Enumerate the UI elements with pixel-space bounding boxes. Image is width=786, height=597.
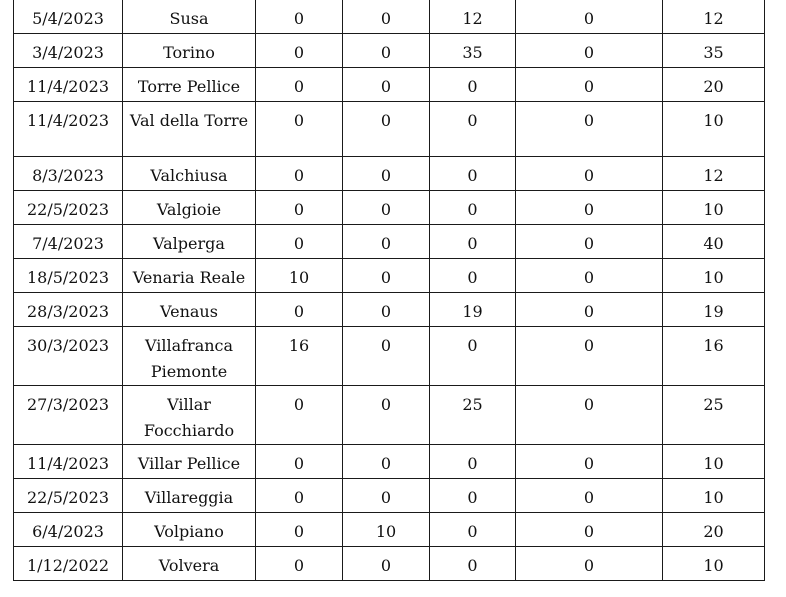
table-row [14, 293, 765, 327]
municipality-cell: Venaria Reale [123, 259, 256, 293]
value-cell-2: 0 [343, 68, 430, 102]
total-cell: 20 [663, 513, 765, 547]
municipality-cell: Valchiusa [123, 157, 256, 191]
value-cell-2: 10 [343, 513, 430, 547]
value-cell-1: 0 [256, 386, 343, 445]
value-cell-1: 0 [256, 445, 343, 479]
total-cell: 10 [663, 102, 765, 157]
table-row [14, 102, 765, 157]
value-cell-1: 0 [256, 225, 343, 259]
value-cell-3: 0 [430, 547, 516, 581]
value-cell-3: 0 [430, 102, 516, 157]
value-cell-1: 16 [256, 327, 343, 386]
value-cell-4: 0 [516, 68, 663, 102]
value-cell-2: 0 [343, 157, 430, 191]
value-cell-2: 0 [343, 327, 430, 386]
municipality-cell: Torre Pellice [123, 68, 256, 102]
value-cell-2: 0 [343, 386, 430, 445]
municipality-cell: Susa [123, 0, 256, 34]
municipality-cell: Valgioie [123, 191, 256, 225]
total-cell: 16 [663, 327, 765, 386]
municipality-cell: Volvera [123, 547, 256, 581]
value-cell-1: 0 [256, 547, 343, 581]
value-cell-2: 0 [343, 0, 430, 34]
date-cell: 6/4/2023 [14, 513, 123, 547]
table-row [14, 547, 765, 581]
date-cell: 18/5/2023 [14, 259, 123, 293]
total-cell: 10 [663, 547, 765, 581]
value-cell-1: 10 [256, 259, 343, 293]
total-cell: 10 [663, 445, 765, 479]
date-cell: 7/4/2023 [14, 225, 123, 259]
date-cell: 1/12/2022 [14, 547, 123, 581]
value-cell-4: 0 [516, 191, 663, 225]
value-cell-2: 0 [343, 225, 430, 259]
municipality-cell: Villar Pellice [123, 445, 256, 479]
value-cell-3: 25 [430, 386, 516, 445]
value-cell-4: 0 [516, 293, 663, 327]
table-row [14, 479, 765, 513]
value-cell-3: 0 [430, 225, 516, 259]
value-cell-3: 0 [430, 191, 516, 225]
total-cell: 20 [663, 68, 765, 102]
table-row [14, 386, 765, 445]
value-cell-4: 0 [516, 479, 663, 513]
value-cell-4: 0 [516, 445, 663, 479]
value-cell-3: 35 [430, 34, 516, 68]
value-cell-1: 0 [256, 34, 343, 68]
municipality-cell: Villafranca Piemonte [123, 327, 256, 386]
municipality-cell: Venaus [123, 293, 256, 327]
table-row [14, 0, 765, 34]
value-cell-2: 0 [343, 259, 430, 293]
date-cell: 11/4/2023 [14, 102, 123, 157]
table-row [14, 445, 765, 479]
date-cell: 8/3/2023 [14, 157, 123, 191]
value-cell-4: 0 [516, 513, 663, 547]
table-body [14, 0, 765, 581]
table-row [14, 513, 765, 547]
value-cell-4: 0 [516, 327, 663, 386]
date-cell: 22/5/2023 [14, 191, 123, 225]
value-cell-1: 0 [256, 479, 343, 513]
value-cell-4: 0 [516, 102, 663, 157]
value-cell-3: 0 [430, 327, 516, 386]
table-row [14, 68, 765, 102]
value-cell-1: 0 [256, 0, 343, 34]
date-cell: 30/3/2023 [14, 327, 123, 386]
value-cell-3: 19 [430, 293, 516, 327]
value-cell-3: 0 [430, 68, 516, 102]
total-cell: 40 [663, 225, 765, 259]
municipality-cell: Valperga [123, 225, 256, 259]
value-cell-3: 0 [430, 157, 516, 191]
value-cell-3: 12 [430, 0, 516, 34]
value-cell-1: 0 [256, 102, 343, 157]
total-cell: 12 [663, 0, 765, 34]
municipality-cell: Volpiano [123, 513, 256, 547]
total-cell: 19 [663, 293, 765, 327]
date-cell: 3/4/2023 [14, 34, 123, 68]
total-cell: 35 [663, 34, 765, 68]
value-cell-1: 0 [256, 68, 343, 102]
date-cell: 5/4/2023 [14, 0, 123, 34]
table-row [14, 34, 765, 68]
municipality-cell: Villareggia [123, 479, 256, 513]
value-cell-2: 0 [343, 479, 430, 513]
data-table [13, 0, 765, 581]
table-row [14, 191, 765, 225]
table-row [14, 225, 765, 259]
value-cell-4: 0 [516, 386, 663, 445]
date-cell: 11/4/2023 [14, 68, 123, 102]
value-cell-4: 0 [516, 0, 663, 34]
date-cell: 27/3/2023 [14, 386, 123, 445]
value-cell-1: 0 [256, 191, 343, 225]
value-cell-2: 0 [343, 293, 430, 327]
municipality-cell: Torino [123, 34, 256, 68]
value-cell-2: 0 [343, 34, 430, 68]
value-cell-3: 0 [430, 445, 516, 479]
value-cell-4: 0 [516, 259, 663, 293]
value-cell-3: 0 [430, 259, 516, 293]
value-cell-1: 0 [256, 513, 343, 547]
value-cell-4: 0 [516, 157, 663, 191]
date-cell: 28/3/2023 [14, 293, 123, 327]
value-cell-2: 0 [343, 445, 430, 479]
total-cell: 10 [663, 479, 765, 513]
date-cell: 22/5/2023 [14, 479, 123, 513]
municipality-cell: Villar Focchiardo [123, 386, 256, 445]
municipality-cell: Val della Torre [123, 102, 256, 157]
value-cell-4: 0 [516, 225, 663, 259]
table-row [14, 157, 765, 191]
total-cell: 10 [663, 259, 765, 293]
value-cell-4: 0 [516, 34, 663, 68]
value-cell-2: 0 [343, 547, 430, 581]
date-cell: 11/4/2023 [14, 445, 123, 479]
value-cell-1: 0 [256, 293, 343, 327]
value-cell-3: 0 [430, 513, 516, 547]
value-cell-4: 0 [516, 547, 663, 581]
total-cell: 25 [663, 386, 765, 445]
table-row [14, 327, 765, 386]
value-cell-2: 0 [343, 102, 430, 157]
value-cell-1: 0 [256, 157, 343, 191]
value-cell-3: 0 [430, 479, 516, 513]
total-cell: 12 [663, 157, 765, 191]
value-cell-2: 0 [343, 191, 430, 225]
table-row [14, 259, 765, 293]
total-cell: 10 [663, 191, 765, 225]
